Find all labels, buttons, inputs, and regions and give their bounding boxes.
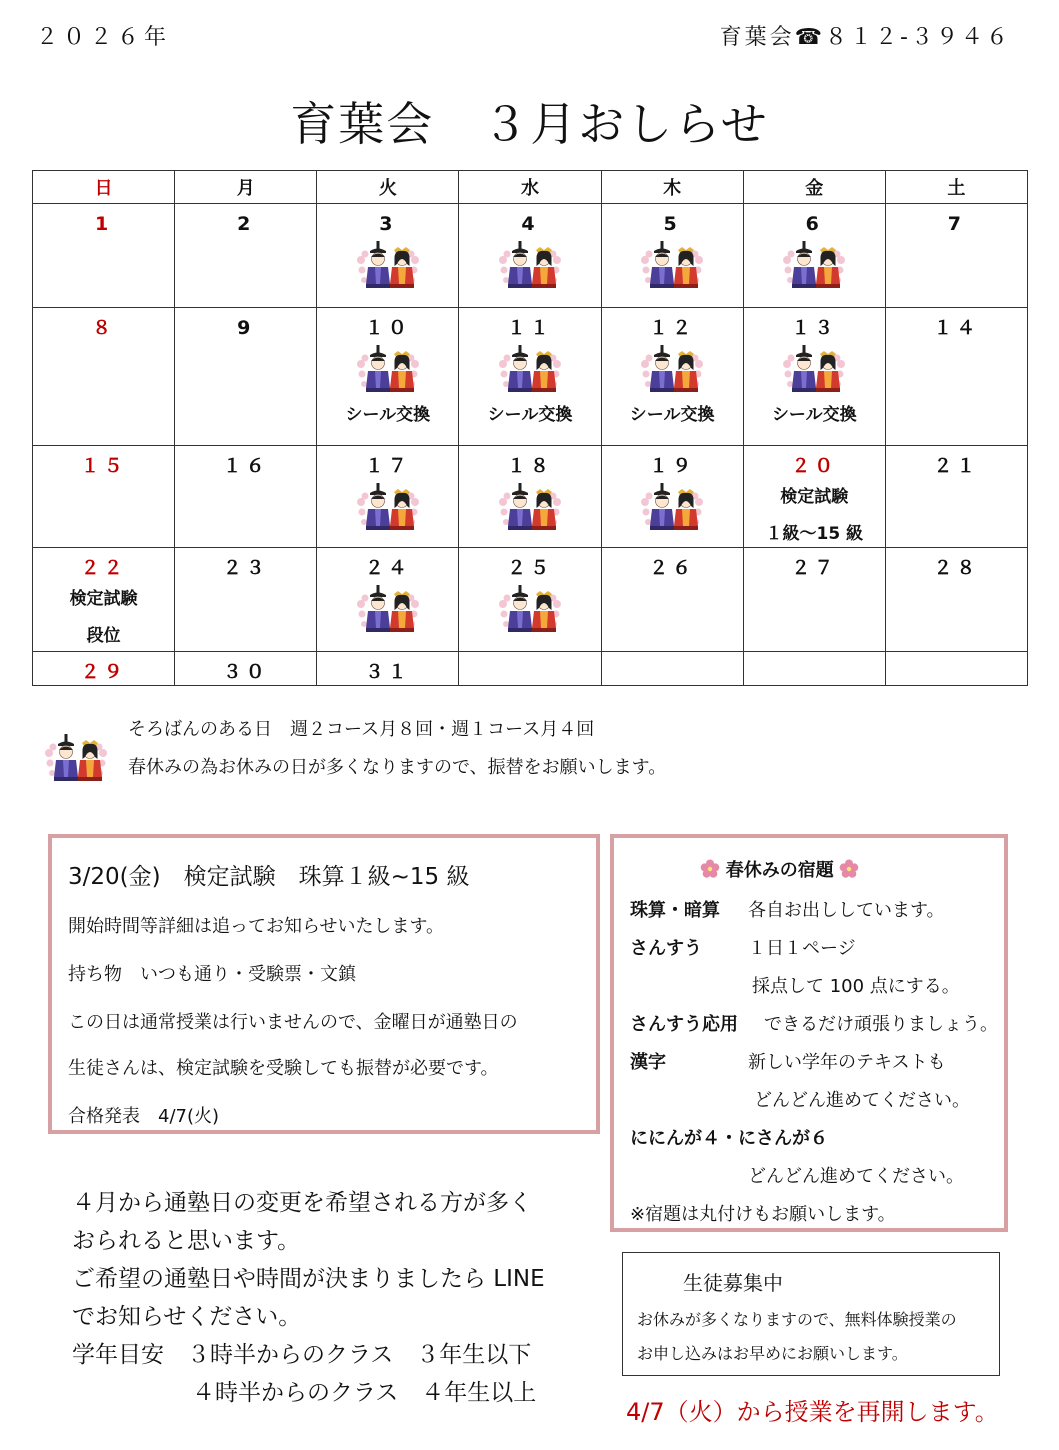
calendar-day-cell	[317, 446, 459, 548]
day-number: ２０	[791, 455, 838, 477]
calendar-header-row	[33, 171, 1028, 204]
hina-doll-icon	[640, 344, 704, 396]
calendar-day-cell	[601, 308, 743, 446]
weekday-header: 日	[33, 171, 175, 204]
calendar-day-cell	[175, 308, 317, 446]
calendar-day-cell	[33, 308, 175, 446]
homework-title: 春休みの宿題	[725, 860, 834, 881]
exam-heading: 3/20(金) 検定試験 珠算１級~15 級	[68, 864, 470, 890]
notes-line-1: そろばんのある日 週２コース月８回・週１コース月４回	[128, 719, 595, 740]
hw-value-soroban: 各自お出ししています。	[748, 900, 945, 921]
calendar-day-cell	[885, 204, 1027, 308]
exam-line-2: 持ち物 いつも通り・受験票・文鎮	[68, 964, 356, 985]
calendar-week-row	[33, 308, 1028, 446]
hina-doll-icon	[356, 240, 420, 292]
calendar-day-cell	[33, 548, 175, 652]
calendar-day-cell	[601, 446, 743, 548]
hw-label-soroban: 珠算・暗算	[630, 900, 720, 921]
hina-doll-icon	[782, 240, 846, 292]
hw-value-sansu-oyo: できるだけ頑張りましょう。	[764, 1014, 998, 1035]
calendar-day-cell	[885, 308, 1027, 446]
calendar-day-cell	[885, 548, 1027, 652]
calendar-day-cell	[743, 308, 885, 446]
schedule-line-1: ４月から通塾日の変更を希望される方が多く	[72, 1190, 532, 1216]
weekday-header: 金	[743, 171, 885, 204]
weekday-header: 水	[459, 171, 601, 204]
day-number: ２２	[80, 557, 127, 579]
hw-value-kanji: 新しい学年のテキストも	[748, 1052, 946, 1073]
hina-doll-icon	[498, 584, 562, 636]
day-event-label: シール交換	[487, 405, 573, 425]
calendar-week-row	[33, 204, 1028, 308]
day-number: ２９	[80, 661, 127, 683]
hw-label-sansu: さんすう	[630, 938, 702, 959]
hw-value-kanji-2: どんどん進めてください。	[754, 1090, 970, 1111]
phone-label: 育葉会☎８１２-３９４６	[719, 25, 1011, 50]
day-number: 6	[805, 213, 823, 235]
calendar-day-cell	[885, 446, 1027, 548]
exam-line-4: 生徒さんは、検定試験を受験しても振替が必要です。	[68, 1058, 499, 1079]
hina-doll-icon	[44, 733, 108, 785]
day-event-label: シール交換	[771, 405, 857, 425]
weekday-header: 火	[317, 171, 459, 204]
calendar-day-cell	[317, 652, 459, 686]
calendar-week-row	[33, 652, 1028, 686]
recruit-line-2: お申し込みはお早めにお願いします。	[637, 1344, 908, 1363]
calendar-day-cell	[743, 204, 885, 308]
hina-doll-icon	[498, 482, 562, 534]
day-number: １７	[364, 455, 411, 477]
day-number: １２	[649, 317, 696, 339]
day-number: ２８	[933, 557, 980, 579]
day-number: １３	[791, 317, 838, 339]
calendar-day-cell	[601, 652, 743, 686]
day-event-label: シール交換	[345, 405, 431, 425]
day-event-label: 検定試験	[780, 487, 849, 507]
hina-doll-icon	[640, 482, 704, 534]
schedule-line-5: 学年目安 ３時半からのクラス ３年生以下	[72, 1342, 532, 1368]
day-number: １８	[506, 455, 553, 477]
schedule-line-4: でお知らせください。	[72, 1304, 302, 1330]
hina-doll-icon	[356, 482, 420, 534]
calendar-day-cell	[317, 204, 459, 308]
recruit-box	[622, 1252, 1000, 1376]
day-number: １５	[80, 455, 127, 477]
calendar-day-cell	[459, 446, 601, 548]
hw-label-sansu-oyo: さんすう応用	[630, 1014, 738, 1035]
flower-icon	[700, 859, 720, 879]
day-event-detail: １級～15 級	[765, 524, 864, 544]
day-number: 1	[94, 213, 113, 235]
calendar-day-cell	[743, 446, 885, 548]
day-number: １１	[506, 317, 553, 339]
day-event-label: 検定試験	[69, 589, 138, 609]
calendar-day-cell	[317, 308, 459, 446]
hw-footnote: ※宿題は丸付けもお願いします。	[630, 1204, 896, 1225]
day-number: ２４	[364, 557, 411, 579]
day-number: １４	[933, 317, 980, 339]
day-number: １６	[222, 455, 269, 477]
recruit-heading: 生徒募集中	[683, 1271, 783, 1295]
day-number	[886, 660, 1027, 684]
calendar-day-cell	[175, 652, 317, 686]
calendar-day-cell	[459, 308, 601, 446]
exam-info-box	[48, 834, 600, 1134]
day-number	[744, 660, 885, 684]
calendar-week-row	[33, 548, 1028, 652]
day-number: １９	[649, 455, 696, 477]
calendar-day-cell	[33, 204, 175, 308]
calendar-day-cell	[601, 204, 743, 308]
hina-doll-icon	[498, 344, 562, 396]
notes-line-2: 春休みの為お休みの日が多くなりますので、振替をお願いします。	[128, 757, 667, 778]
calendar-day-cell	[175, 446, 317, 548]
hina-doll-icon	[640, 240, 704, 292]
hw-label-kuku: ににんが４・にさんが６	[630, 1128, 828, 1149]
calendar-day-cell	[743, 548, 885, 652]
day-number: 4	[521, 213, 539, 235]
exam-line-1: 開始時間等詳細は追ってお知らせいたします。	[68, 916, 445, 937]
flower-icon	[839, 859, 859, 879]
homework-box	[610, 834, 1008, 1232]
recruit-line-1: お休みが多くなりますので、無料体験授業の	[637, 1310, 957, 1329]
calendar-day-cell	[459, 652, 601, 686]
hina-doll-icon	[356, 584, 420, 636]
weekday-header: 土	[885, 171, 1027, 204]
calendar-day-cell	[33, 652, 175, 686]
calendar-day-cell	[459, 548, 601, 652]
day-number: 7	[947, 213, 966, 235]
calendar-day-cell	[175, 548, 317, 652]
calendar-day-cell	[175, 204, 317, 308]
day-number: 3	[379, 213, 397, 235]
hina-doll-icon	[498, 240, 562, 292]
day-number: ３０	[222, 661, 269, 683]
calendar-day-cell	[317, 548, 459, 652]
calendar-day-cell	[33, 446, 175, 548]
day-number: 5	[663, 213, 681, 235]
day-number: ２１	[933, 455, 980, 477]
schedule-line-6: ４時半からのクラス ４年生以上	[192, 1380, 537, 1406]
calendar-day-cell	[601, 548, 743, 652]
day-event-detail: 段位	[86, 626, 121, 646]
calendar-body	[33, 204, 1028, 686]
homework-title-row	[700, 856, 859, 882]
exam-line-3: この日は通常授業は行いませんので、金曜日が通塾日の	[68, 1012, 518, 1033]
schedule-line-2: おられると思います。	[72, 1228, 301, 1254]
day-number: １０	[364, 317, 411, 339]
day-number: ２３	[222, 557, 269, 579]
restart-notice: 4/7（火）から授業を再開します。	[626, 1398, 999, 1426]
day-number: 9	[237, 317, 255, 339]
weekday-header: 月	[175, 171, 317, 204]
hina-doll-icon	[782, 344, 846, 396]
day-number	[459, 660, 600, 684]
page-title: 育葉会 ３月おしらせ	[290, 97, 769, 151]
day-number: ２６	[649, 557, 696, 579]
schedule-line-3: ご希望の通塾日や時間が決まりましたら LINE	[72, 1266, 545, 1292]
hw-value-sansu-2: 採点して 100 点にする。	[752, 976, 960, 997]
hina-doll-icon	[356, 344, 420, 396]
calendar-day-cell	[459, 204, 601, 308]
year-label: ２０２６年	[36, 25, 172, 50]
day-number: ３１	[364, 661, 411, 683]
day-number: ８	[92, 317, 116, 339]
hw-label-kanji: 漢字	[630, 1052, 666, 1073]
calendar-day-cell	[743, 652, 885, 686]
day-event-label: シール交換	[629, 405, 715, 425]
day-number	[602, 660, 743, 684]
calendar-day-cell	[885, 652, 1027, 686]
day-number: ２７	[791, 557, 838, 579]
day-number: ２５	[506, 557, 553, 579]
day-number: 2	[237, 213, 255, 235]
calendar-week-row	[33, 446, 1028, 548]
weekday-header: 木	[601, 171, 743, 204]
hw-value-kuku: どんどん進めてください。	[748, 1166, 964, 1187]
exam-line-5: 合格発表 4/7(火)	[68, 1106, 220, 1127]
calendar	[32, 170, 1028, 686]
hw-value-sansu: １日１ページ	[748, 938, 856, 959]
